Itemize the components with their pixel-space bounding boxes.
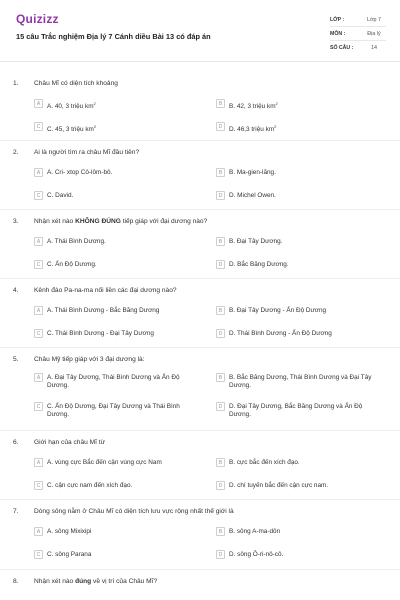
- option-letter-box[interactable]: D: [216, 402, 225, 411]
- option-text: B. cực bắc đến xích đạo.: [229, 459, 300, 466]
- option-text: D. Michel Owen.: [229, 192, 276, 199]
- question-text-emphasis: đúng: [75, 578, 92, 585]
- option-letter-box[interactable]: A: [34, 237, 43, 246]
- answer-option-b[interactable]: [216, 169, 386, 177]
- option-letter-box[interactable]: B: [216, 99, 225, 108]
- question-number: 3.: [13, 218, 19, 225]
- answer-option-d[interactable]: [216, 192, 386, 200]
- question-text: Ai là người tìm ra châu Mĩ đầu tiên?: [34, 149, 140, 156]
- answer-option-a[interactable]: [34, 459, 204, 467]
- question-number: 1.: [13, 80, 19, 87]
- question-text: [34, 578, 374, 585]
- option-letter-box[interactable]: D: [216, 122, 225, 131]
- option-letter-box[interactable]: A: [34, 373, 43, 382]
- option-letter-box[interactable]: D: [216, 191, 225, 200]
- option-text: A. sông Mixixipi: [47, 528, 92, 535]
- option-text: A. Thái Bình Dương.: [47, 238, 106, 245]
- question-divider: [0, 499, 400, 500]
- quiz-meta: [330, 13, 386, 55]
- option-text: D. Bắc Băng Dương.: [229, 261, 289, 268]
- question-text: Châu Mĩ có diện tích khoảng: [34, 80, 118, 87]
- option-text: A. 40, 3 triệu $km^2$: [47, 101, 96, 111]
- answer-option-a[interactable]: [34, 528, 204, 536]
- question-number: 2.: [13, 149, 19, 156]
- option-letter-box[interactable]: D: [216, 550, 225, 559]
- option-letter-box[interactable]: B: [216, 458, 225, 467]
- question-text-part: Nhận xét nào: [34, 218, 76, 225]
- meta-value: Địa lý: [367, 30, 381, 37]
- meta-row-class: [330, 13, 386, 27]
- page-header: [0, 0, 400, 62]
- question-text-part: Nhận xét nào: [34, 578, 76, 585]
- answer-option-b[interactable]: [216, 528, 386, 536]
- answer-option-c[interactable]: [34, 192, 204, 200]
- option-letter-box[interactable]: B: [216, 237, 225, 246]
- option-text: D. chí tuyến bắc đến cận cực nam.: [229, 482, 329, 489]
- option-text: B. 42, 3 triệu $km^2$: [229, 101, 278, 111]
- option-text: D. sông Ô-ri-nô-cô.: [229, 551, 284, 558]
- meta-label: MÔN :: [330, 30, 346, 37]
- question-text-part: tiếp giáp với đại dương nào?: [120, 218, 208, 225]
- answer-option-d[interactable]: [216, 403, 386, 419]
- meta-label: LỚP :: [330, 16, 345, 23]
- question-divider: [0, 278, 400, 279]
- option-text: D. 46,3 triệu $km^2$: [229, 124, 277, 134]
- option-letter-box[interactable]: D: [216, 481, 225, 490]
- option-letter-box[interactable]: C: [34, 122, 43, 131]
- option-text: B. Đại Tây Dương - Ấn Độ Dương: [229, 307, 327, 314]
- question-divider: [0, 209, 400, 210]
- answer-option-c[interactable]: [34, 330, 204, 338]
- meta-value: Lớp 7: [366, 16, 382, 23]
- option-letter-box[interactable]: C: [34, 191, 43, 200]
- answer-option-b[interactable]: [216, 100, 386, 111]
- answer-option-a[interactable]: [34, 169, 204, 177]
- answer-option-a[interactable]: [34, 307, 204, 315]
- answer-option-d[interactable]: [216, 261, 386, 269]
- option-letter-box[interactable]: C: [34, 481, 43, 490]
- answer-option-c[interactable]: [34, 261, 204, 269]
- question-text: Kênh đào Pa-na-ma nối liền các đại dương nào?: [34, 287, 177, 294]
- question-text: Dòng sông nằm ở Châu Mĩ có diện tích lưu vực rộng nhất thế giới là: [34, 508, 234, 515]
- option-letter-box[interactable]: D: [216, 260, 225, 269]
- question-text: Giới hạn của châu Mĩ từ: [34, 439, 106, 446]
- option-text: A. Cri- xtop Cô-lôm-bô.: [47, 169, 113, 176]
- meta-row-subject: [330, 27, 386, 41]
- option-text: D. Thái Bình Dương - Ấn Độ Dương: [229, 330, 332, 337]
- option-text: B. Bắc Băng Dương, Thái Bình Dương và Đại Tây Dương.: [229, 374, 372, 389]
- option-letter-box[interactable]: A: [34, 527, 43, 536]
- question-divider: [0, 430, 400, 431]
- meta-label: SỐ CÂU :: [330, 45, 354, 51]
- question-divider: [0, 347, 400, 348]
- option-letter-box[interactable]: C: [34, 550, 43, 559]
- option-letter-box[interactable]: D: [216, 329, 225, 338]
- answer-option-b[interactable]: [216, 459, 386, 467]
- answer-option-d[interactable]: [216, 551, 386, 559]
- answer-option-b[interactable]: [216, 307, 386, 315]
- answer-option-c[interactable]: [34, 482, 204, 490]
- option-letter-box[interactable]: B: [216, 306, 225, 315]
- answer-option-c[interactable]: [34, 403, 204, 419]
- answer-option-d[interactable]: [216, 330, 386, 338]
- answer-option-c[interactable]: [34, 551, 204, 559]
- answer-option-a[interactable]: [34, 238, 204, 246]
- answer-option-b[interactable]: [216, 238, 386, 246]
- question-text-emphasis: KHÔNG ĐÚNG: [75, 218, 121, 225]
- option-text: C. David.: [47, 192, 74, 199]
- question-number: 4.: [13, 287, 19, 294]
- answer-option-a[interactable]: [34, 374, 204, 390]
- option-letter-box[interactable]: B: [216, 168, 225, 177]
- option-letter-box[interactable]: B: [216, 373, 225, 382]
- question-text: [34, 218, 374, 225]
- quizizz-logo[interactable]: Quizizz: [16, 12, 59, 26]
- question-divider: [0, 569, 400, 570]
- answer-option-b[interactable]: [216, 374, 386, 390]
- question-text-part: về vị trí của Châu Mĩ?: [91, 578, 158, 585]
- page-title: 15 câu Trắc nghiệm Địa lý 7 Cánh diều Bài 13 có đáp án: [16, 32, 211, 41]
- option-letter-box[interactable]: A: [34, 306, 43, 315]
- option-text: C. 45, 3 triệu $km^2$: [47, 124, 97, 134]
- option-letter-box[interactable]: C: [34, 260, 43, 269]
- question-number: 6.: [13, 439, 19, 446]
- option-letter-box[interactable]: B: [216, 527, 225, 536]
- option-text: B. Ma-gien-lăng.: [229, 169, 276, 176]
- option-letter-box[interactable]: A: [34, 99, 43, 108]
- option-text: C. sông Parana: [47, 551, 92, 558]
- answer-option-a[interactable]: [34, 100, 204, 111]
- option-text: B. Đại Tây Dương.: [229, 238, 283, 245]
- option-text: D. Đại Tây Dương, Bắc Băng Dương và Ấn Độ Dương.: [229, 403, 363, 418]
- option-text: C. Ấn Độ Dương, Đại Tây Dương và Thái Bình Dương.: [47, 403, 180, 418]
- option-letter-box[interactable]: C: [34, 329, 43, 338]
- question-divider: [0, 140, 400, 141]
- question-number: 7.: [13, 508, 19, 515]
- option-text: A. vùng cực Bắc đến cận vùng cực Nam: [47, 459, 162, 466]
- option-text: A. Thái Bình Dương - Bắc Băng Dương: [47, 307, 160, 314]
- question-text: Châu Mỹ tiếp giáp với 3 đại dương là:: [34, 356, 145, 363]
- answer-option-d[interactable]: [216, 482, 386, 490]
- option-text: C. Thái Bình Dương - Đại Tây Dương: [47, 330, 154, 337]
- question-number: 5.: [13, 356, 19, 363]
- option-letter-box[interactable]: A: [34, 458, 43, 467]
- option-letter-box[interactable]: A: [34, 168, 43, 177]
- option-text: B. sông A-ma-dôn: [229, 528, 281, 535]
- meta-value: 14: [371, 45, 377, 51]
- option-text: A. Đại Tây Dương, Thái Bình Dương và Ấn Độ Dương.: [47, 374, 180, 389]
- answer-option-c[interactable]: [34, 123, 204, 134]
- option-text: C. Ấn Độ Dương.: [47, 261, 97, 268]
- meta-row-count: [330, 41, 386, 55]
- option-text: C. cận cực nam đến xích đạo.: [47, 482, 133, 489]
- option-letter-box[interactable]: C: [34, 402, 43, 411]
- answer-option-d[interactable]: [216, 123, 386, 134]
- question-number: 8.: [13, 578, 19, 585]
